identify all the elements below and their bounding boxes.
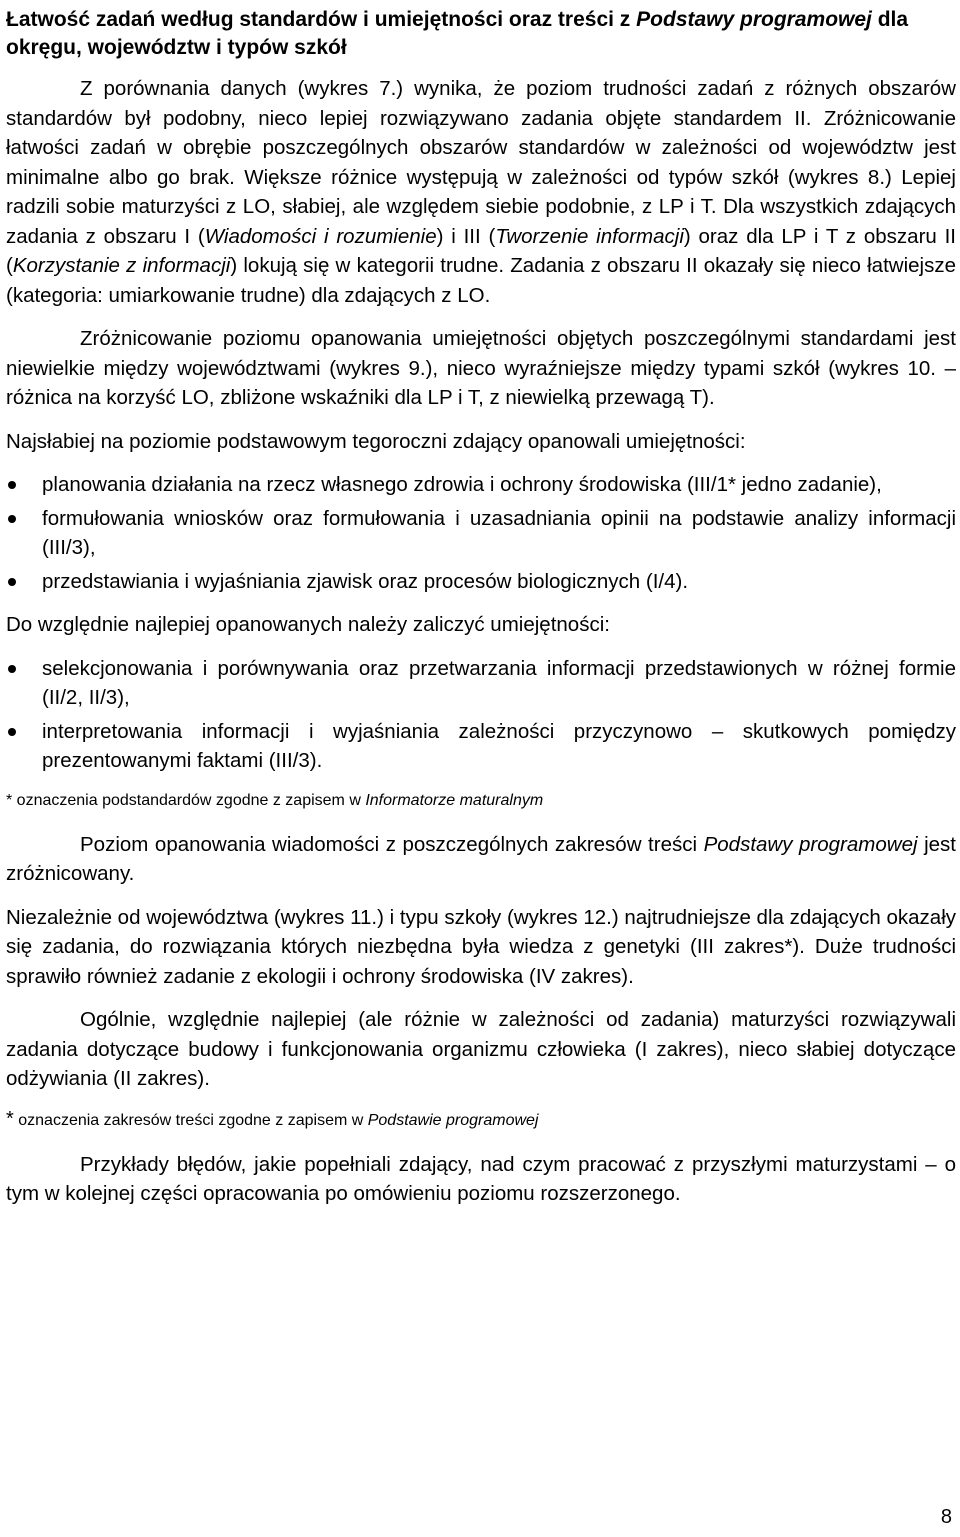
list-item xyxy=(6,470,956,500)
bullet-icon xyxy=(8,728,16,736)
text-run: Przykłady błędów, jakie popełniali zdający, nad czym pracować z przyszłymi maturzystami – o tym w kolejnej części opracowania po omówieniu poziomu rozszerzonego. xyxy=(6,1152,956,1205)
list-item-text: przedstawiania i wyjaśniania zjawisk oraz procesów biologicznych (I/4). xyxy=(42,569,689,593)
bullet-icon xyxy=(8,578,16,586)
text-run: oznaczenia zakresów treści zgodne z zapisem w xyxy=(13,1111,368,1129)
bullet-list xyxy=(6,470,956,596)
paragraph xyxy=(6,74,956,310)
text-run: jest zróżnicowany. xyxy=(6,832,956,885)
italic-text: Wiadomości i rozumienie xyxy=(204,224,437,248)
list-item xyxy=(6,717,956,776)
text-run: Do względnie najlepiej opanowanych należy zaliczyć umiejętności: xyxy=(6,613,610,636)
text-run: * oznaczenia podstandardów zgodne z zapisem w xyxy=(6,791,366,809)
asterisk-icon: * xyxy=(6,1107,14,1130)
bullet-list xyxy=(6,654,956,776)
list-item-text: formułowania wniosków oraz formułowania i uzasadniania opinii na podstawie analizy informacji (III/3), xyxy=(42,506,956,559)
footnote xyxy=(6,790,956,812)
italic-text: Podstawy programowej xyxy=(703,832,918,856)
text-run: dla okręgu, województw i typów szkół xyxy=(6,8,909,59)
list-item-text: selekcjonowania i porównywania oraz przetwarzania informacji przedstawionych w różnej formie (II/2, II/3), xyxy=(42,656,956,709)
text-run: Poziom opanowania wiadomości z poszczególnych zakresów treści xyxy=(80,832,704,856)
paragraph xyxy=(6,1150,956,1209)
list-item-text: interpretowania informacji i wyjaśniania zależności przyczynowo – skutkowych pomiędzy prezentowanymi faktami (III/3). xyxy=(42,719,956,772)
italic-text: Podstawy programowej xyxy=(636,8,872,31)
text-run: ) lokują się w kategorii trudne. Zadania z obszaru II okazały się nieco łatwiejsze (kategoria: umiarkowanie trudne) dla zdających z LO. xyxy=(6,254,956,307)
paragraph xyxy=(6,610,956,640)
text-run: Z porównania danych (wykres 7.) wynika, że poziom trudności zadań z różnych obszarów standardów był podobny, nieco lepiej rozwiązywano zadania objęte standardem II. Zróżnicowanie łatwości zadań w obrębie poszczególnych obszarów standardów w zależności od województw jest minimalne albo go brak. Większe różnice występują w zależności od typów szkół (wykres 8.) Lepiej radzili sobie maturzyści z LO, słabiej, ale względem siebie podobnie, z LP i T. Dla wszystkich zdających zadania z obszaru I ( xyxy=(6,77,956,248)
paragraph xyxy=(6,830,956,889)
text-run: ) i III ( xyxy=(436,224,496,248)
bullet-icon xyxy=(8,515,16,523)
paragraph xyxy=(6,427,956,457)
text-run: Niezależnie od województwa (wykres 11.) i typu szkoły (wykres 12.) najtrudniejsze dla zdających okazały się zadania, do rozwiązania których niezbędna była wiedza z genetyki (III zakres*). Duże trudności sprawiło również zadanie z ekologii i ochrony środowiska (IV zakres). xyxy=(6,905,956,988)
document-page xyxy=(6,6,956,1223)
bullet-icon xyxy=(8,665,16,673)
paragraph xyxy=(6,903,956,992)
text-run: Łatwość zadań według standardów i umiejętności oraz treści z xyxy=(6,8,637,31)
text-run: Najsłabiej na poziomie podstawowym tegoroczni zdający opanowali umiejętności: xyxy=(6,429,746,453)
paragraph xyxy=(6,324,956,413)
page-number: 8 xyxy=(940,1506,952,1528)
italic-text: Podstawie programowej xyxy=(367,1111,539,1129)
list-item xyxy=(6,567,956,597)
text-run: ) oraz dla LP i T z obszaru II ( xyxy=(6,224,956,277)
list-item-text: planowania działania na rzecz własnego zdrowia i ochrony środowiska (III/1* jedno zadanie), xyxy=(42,473,882,496)
bullet-icon xyxy=(8,481,16,489)
italic-text: Korzystanie z informacji xyxy=(12,254,231,277)
section-title xyxy=(6,6,956,62)
italic-text: Informatorze maturalnym xyxy=(365,791,544,809)
paragraph xyxy=(6,1005,956,1094)
italic-text: Tworzenie informacji xyxy=(495,224,684,248)
list-item xyxy=(6,504,956,563)
document-body xyxy=(6,74,956,1209)
text-run: Zróżnicowanie poziomu opanowania umiejętności objętych poszczególnymi standardami jest niewielkie między województwami (wykres 9.), nieco wyraźniejsze między typami szkół (wykres 10. – różnica na korzyść LO, zbliżone wskaźniki dla LP i T, z niewielką przewagą T). xyxy=(6,327,956,409)
footnote xyxy=(6,1108,956,1132)
list-item xyxy=(6,654,956,713)
text-run: Ogólnie, względnie najlepiej (ale różnie w zależności od zadania) maturzyści rozwiązywali zadania dotyczące budowy i funkcjonowania organizmu człowieka (I zakres), nieco słabiej dotyczące odżywiania (II zakres). xyxy=(6,1008,956,1090)
